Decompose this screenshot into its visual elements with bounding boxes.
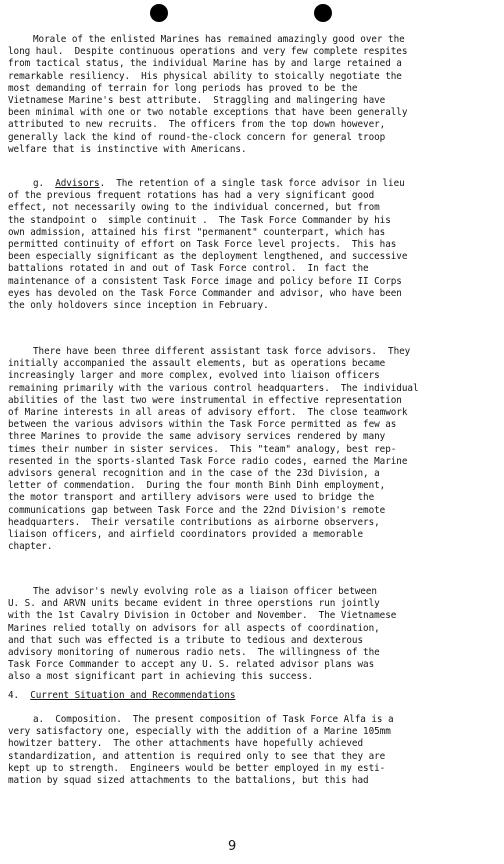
text-line: Vietnamese Marine's best attribute. Straggling and malingering have xyxy=(8,95,386,106)
text-line: mation by squad sized attachments to the battalions, but this had xyxy=(8,775,369,786)
text-line: battalions rotated in and out of Task Force control. In fact the xyxy=(8,263,369,275)
text-line: and that such was effected is a tribute to tedious and dexterous xyxy=(8,634,364,646)
text-line: three Marines to provide the same advisory services rendered by many xyxy=(8,431,386,443)
text-line: initially accompanied the assault elements, but as operations became xyxy=(8,358,386,370)
text-line: advisory monitoring of numerous radio nets. The willingness of the xyxy=(8,647,380,658)
text-line: generally lack the kind of round-the-clock concern for general troop xyxy=(8,131,386,143)
text-line: been minimal with one or two notable exceptions that have been generally xyxy=(8,107,408,119)
text-line: letter of commendation. During the four month Binh Dinh employment, xyxy=(8,480,386,492)
text-line: chapter. xyxy=(8,541,53,553)
text-line: kept up to strength. Engineers would be better employed in my esti- xyxy=(8,762,386,774)
text-line: resented in the sports-slanted Task Force radio codes, earned the Marine xyxy=(8,455,408,467)
text-line: g. Advisors. The retention of a single task force advisor in lieu xyxy=(33,178,405,189)
text-line: long haul. Despite continuous operations and very few complete respites xyxy=(8,46,408,58)
text-line: headquarters. Their versatile contributions as airborne observers, xyxy=(8,516,380,528)
text-line: very satisfactory one, especially with the addition of a Marine 105mm xyxy=(8,726,391,738)
text-line: standardization, and attention is required only to see that they are xyxy=(8,750,386,762)
text-line: of the previous frequent rotations has had a very significant good xyxy=(8,190,375,202)
text-line: with the 1st Cavalry Division in October and November. The Vietnamese xyxy=(8,610,397,622)
page-number: 9 xyxy=(228,839,237,854)
text-line: advisors general recognition and in the case of the 23d Division, a xyxy=(8,468,380,479)
text-line: between the various advisors within the Task Force permitted as few as xyxy=(8,419,397,431)
text-line: Morale of the enlisted Marines has remained amazingly good over the xyxy=(33,34,405,45)
text-line: remaining primarily with the various control headquarters. The individual xyxy=(8,382,419,394)
text-line: communications gap between Task Force and the 22nd Division's remote xyxy=(8,504,386,516)
text-line: effect, not necessarily owing to the individual concerned, but from xyxy=(8,202,380,214)
text-line: eyes has devoled on the Task Force Commander and advisor, who have been xyxy=(8,287,402,299)
underlined-heading: Advisors xyxy=(55,178,100,189)
text-line: the standpoint o simple continuit . The Task Force Commander by his xyxy=(8,214,391,226)
text-line: permitted continuity of effort on Task Force level projects. This has xyxy=(8,239,397,250)
text-line: the only holdovers since inception in February. xyxy=(8,300,269,311)
text-line: of Marine interests in all areas of advisory effort. The close teamwork xyxy=(8,407,408,418)
text-line: attributed to new recruits. The officers from the top down however, xyxy=(8,119,386,131)
text-line: liaison officers, and airfield coordinators provided a memorable xyxy=(8,529,364,540)
text-line: Marines relied totally on advisors for all aspects of coordination, xyxy=(8,622,380,634)
text-line: from tactical status, the individual Marine has by and large retained a xyxy=(8,58,402,70)
text-line: increasingly larger and more complex, evolved into liaison officers xyxy=(8,370,380,382)
text-line: Task Force Commander to accept any U. S. related advisor plans was xyxy=(8,659,375,671)
text-line: maintenance of a consistent Task Force image and policy before II Corps xyxy=(8,275,402,287)
text-line: welfare that is instinctive with Americans. xyxy=(8,143,247,155)
text-line: There have been three different assistant task force advisors. They xyxy=(33,346,411,357)
text-line: times their number in sister services. This "team" analogy, best rep- xyxy=(8,443,397,455)
underlined-heading: Current Situation and Recommendations xyxy=(30,690,236,701)
text-line: howitzer battery. The other attachments have hopefully achieved xyxy=(8,738,364,750)
text-line: abilities of the last two were instrumental in effective representation xyxy=(8,394,402,406)
text-line: most demanding of terrain for long periods has proved to be the xyxy=(8,82,358,94)
text-line: remarkable resiliency. His physical ability to stoically negotiate the xyxy=(8,70,402,82)
text-line: also a most significant part in achieving this success. xyxy=(8,671,314,683)
text-line: been especially significant as the deployment lengthened, and successive xyxy=(8,251,408,263)
text-line: 4. Current Situation and Recommendations xyxy=(8,690,236,701)
text-line: The advisor's newly evolving role as a liaison officer between xyxy=(33,586,377,597)
text-line: own admission, attained his first "permanent" counterpart, which has xyxy=(8,226,386,238)
text-line: a. Composition. The present composition of Task Force Alfa is a xyxy=(33,714,394,725)
text-line: the motor transport and artillery advisors were used to bridge the xyxy=(8,492,375,504)
text-line: U. S. and ARVN units became evident in three operstions run jointly xyxy=(8,598,380,610)
